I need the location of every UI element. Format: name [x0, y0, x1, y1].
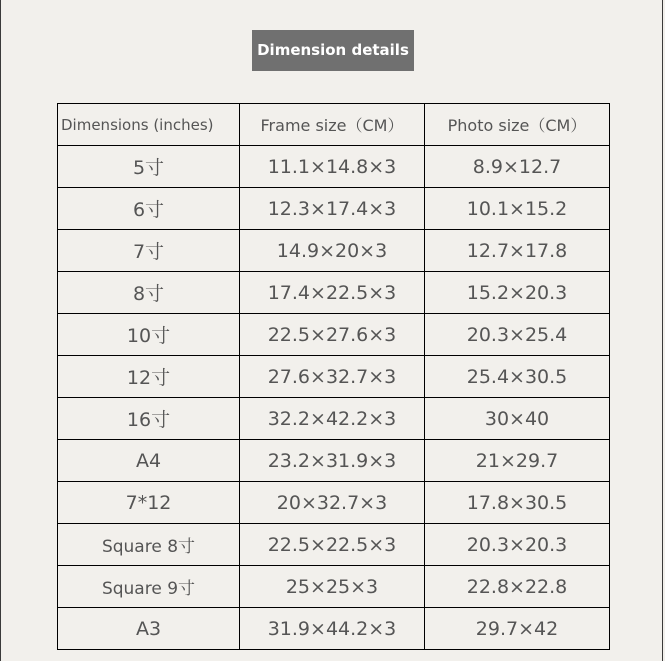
table-header-row: [58, 104, 610, 146]
photo-size-cell: 22.8×22.8: [425, 566, 610, 608]
table-row: [58, 230, 610, 272]
table-row: [58, 188, 610, 230]
frame-size-cell: 20×32.7×3: [240, 482, 425, 524]
photo-size-cell: 20.3×25.4: [425, 314, 610, 356]
frame-size-cell: 32.2×42.2×3: [240, 398, 425, 440]
frame-size-cell: 17.4×22.5×3: [240, 272, 425, 314]
photo-size-cell: 21×29.7: [425, 440, 610, 482]
frame-size-cell: 11.1×14.8×3: [240, 146, 425, 188]
table-row: [58, 272, 610, 314]
column-header-frame-size: Frame size（CM）: [240, 104, 425, 146]
photo-size-cell: 25.4×30.5: [425, 356, 610, 398]
table-row: [58, 440, 610, 482]
photo-size-cell: 20.3×20.3: [425, 524, 610, 566]
dimension-cell: 5寸: [58, 146, 240, 188]
column-header-dimensions: Dimensions (inches): [58, 104, 240, 146]
table-row: [58, 566, 610, 608]
dimension-cell: 7寸: [58, 230, 240, 272]
frame-size-cell: 31.9×44.2×3: [240, 608, 425, 650]
page-title: Dimension details: [252, 30, 414, 71]
photo-size-cell: 30×40: [425, 398, 610, 440]
dimension-cell: A3: [58, 608, 240, 650]
frame-size-cell: 22.5×22.5×3: [240, 524, 425, 566]
dimension-cell: 12寸: [58, 356, 240, 398]
frame-size-cell: 14.9×20×3: [240, 230, 425, 272]
dimension-cell: 16寸: [58, 398, 240, 440]
photo-size-cell: 17.8×30.5: [425, 482, 610, 524]
table-row: [58, 524, 610, 566]
frame-size-cell: 12.3×17.4×3: [240, 188, 425, 230]
table-row: [58, 482, 610, 524]
dimension-table: [57, 103, 610, 650]
table-row: [58, 314, 610, 356]
dimension-cell: 10寸: [58, 314, 240, 356]
dimension-cell: Square 9寸: [58, 566, 240, 608]
photo-size-cell: 10.1×15.2: [425, 188, 610, 230]
frame-size-cell: 23.2×31.9×3: [240, 440, 425, 482]
dimension-cell: 8寸: [58, 272, 240, 314]
photo-size-cell: 15.2×20.3: [425, 272, 610, 314]
photo-size-cell: 12.7×17.8: [425, 230, 610, 272]
frame-size-cell: 22.5×27.6×3: [240, 314, 425, 356]
frame-size-cell: 25×25×3: [240, 566, 425, 608]
table-row: [58, 146, 610, 188]
photo-size-cell: 29.7×42: [425, 608, 610, 650]
table-row: [58, 356, 610, 398]
dimension-cell: 7*12: [58, 482, 240, 524]
dimension-cell: A4: [58, 440, 240, 482]
frame-size-cell: 27.6×32.7×3: [240, 356, 425, 398]
dimension-cell: Square 8寸: [58, 524, 240, 566]
table-row: [58, 398, 610, 440]
photo-size-cell: 8.9×12.7: [425, 146, 610, 188]
dimension-cell: 6寸: [58, 188, 240, 230]
column-header-photo-size: Photo size（CM）: [425, 104, 610, 146]
table-row: [58, 608, 610, 650]
